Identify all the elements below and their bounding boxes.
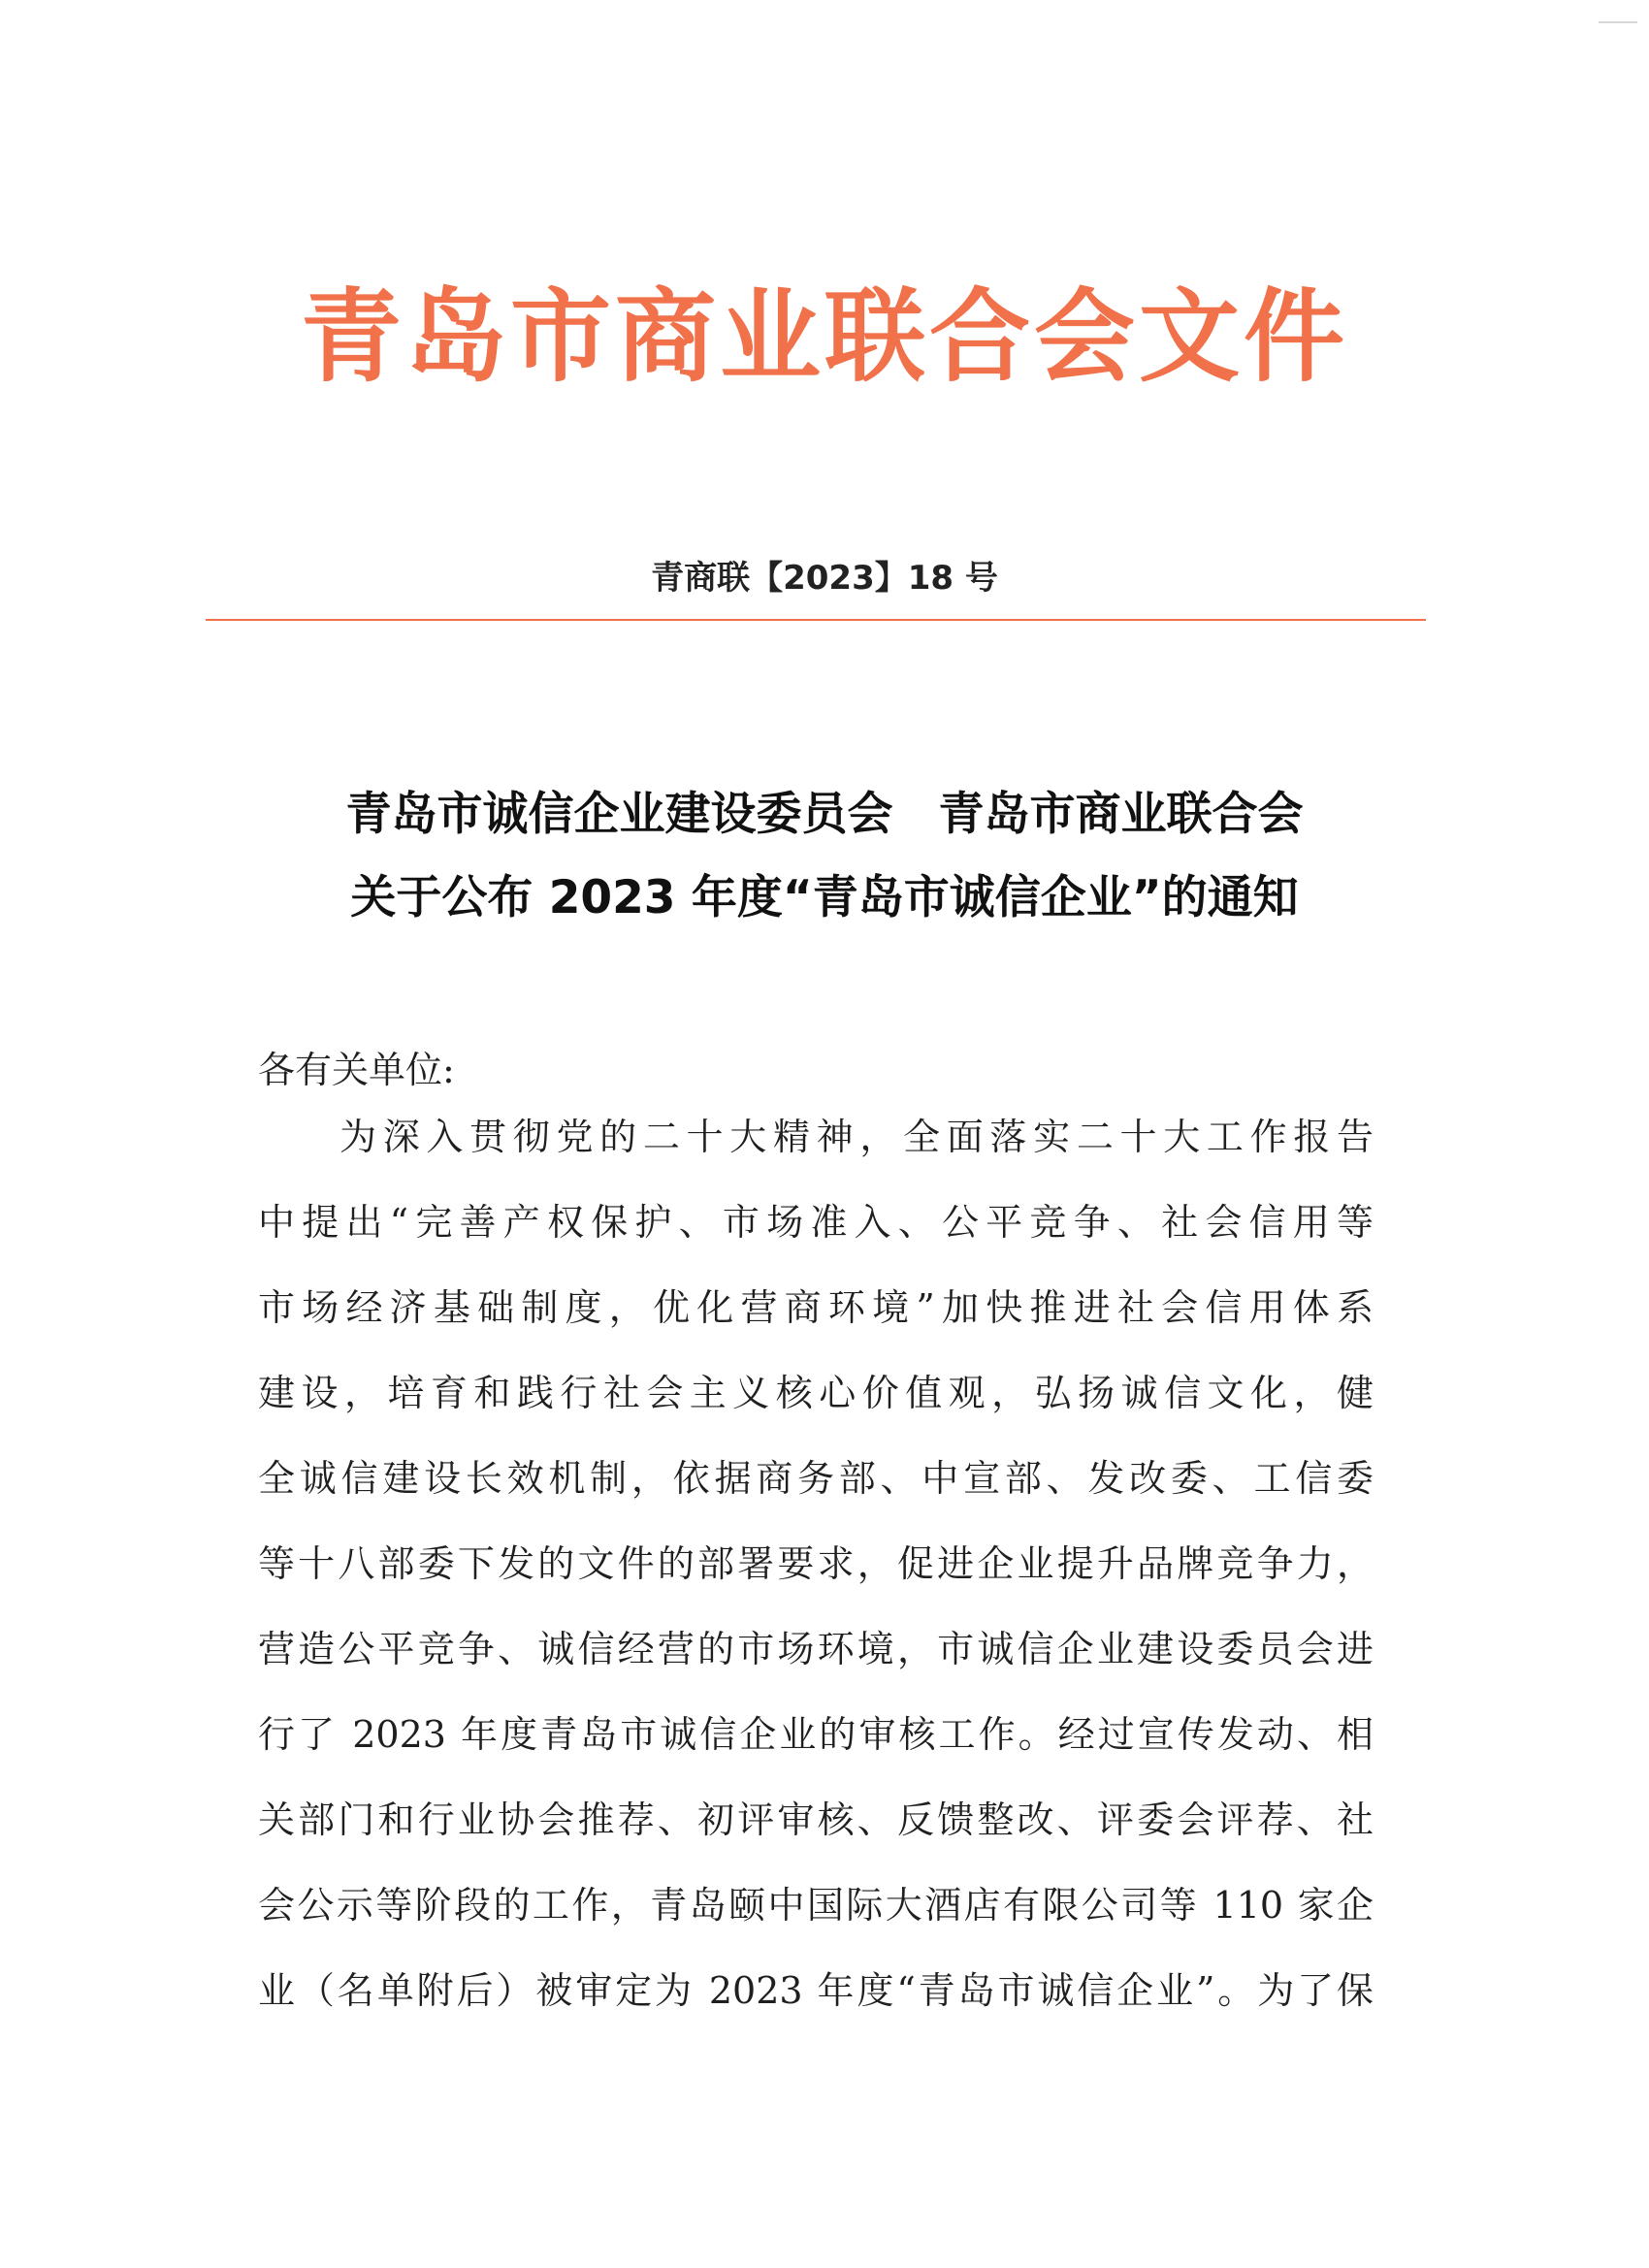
notice-title-line-2: 关于公布 2023 年度“青岛市诚信企业”的通知	[350, 871, 1299, 924]
body-line: 等十八部委下发的文件的部署要求，促进企业提升品牌竞争力，	[258, 1542, 1374, 1585]
body-line: 为深入贯彻党的二十大精神，全面落实二十大工作报告	[340, 1116, 1374, 1158]
body-line: 会公示等阶段的工作，青岛颐中国际大酒店有限公司等 110 家企	[258, 1884, 1374, 1927]
scan-edge-mark	[1599, 21, 1637, 23]
header-divider	[206, 619, 1426, 621]
body-line: 建设，培育和践行社会主义核心价值观，弘扬诚信文化，健	[258, 1372, 1374, 1414]
body-line: 行了 2023 年度青岛市诚信企业的审核工作。经过宣传发动、相	[258, 1713, 1374, 1756]
document-masthead: 青岛市商业联合会文件	[300, 276, 1348, 396]
salutation: 各有关单位:	[258, 1049, 455, 1091]
body-line: 关部门和行业协会推荐、初评审核、反馈整改、评委会评荐、社	[258, 1798, 1374, 1841]
notice-title-line-1: 青岛市诚信企业建设委员会 青岛市商业联合会	[345, 788, 1304, 841]
body-line: 营造公平竞争、诚信经营的市场环境，市诚信企业建设委员会进	[258, 1628, 1374, 1670]
body-line: 中提出“完善产权保护、市场准入、公平竞争、社会信用等	[258, 1201, 1374, 1244]
body-line: 业（名单附后）被审定为 2023 年度“青岛市诚信企业”。为了保	[258, 1969, 1374, 2012]
body-line: 市场经济基础制度，优化营商环境”加快推进社会信用体系	[258, 1286, 1374, 1329]
document-number: 青商联【2023】18 号	[651, 559, 998, 598]
body-line: 全诚信建设长效机制，依据商务部、中宣部、发改委、工信委	[258, 1457, 1374, 1500]
